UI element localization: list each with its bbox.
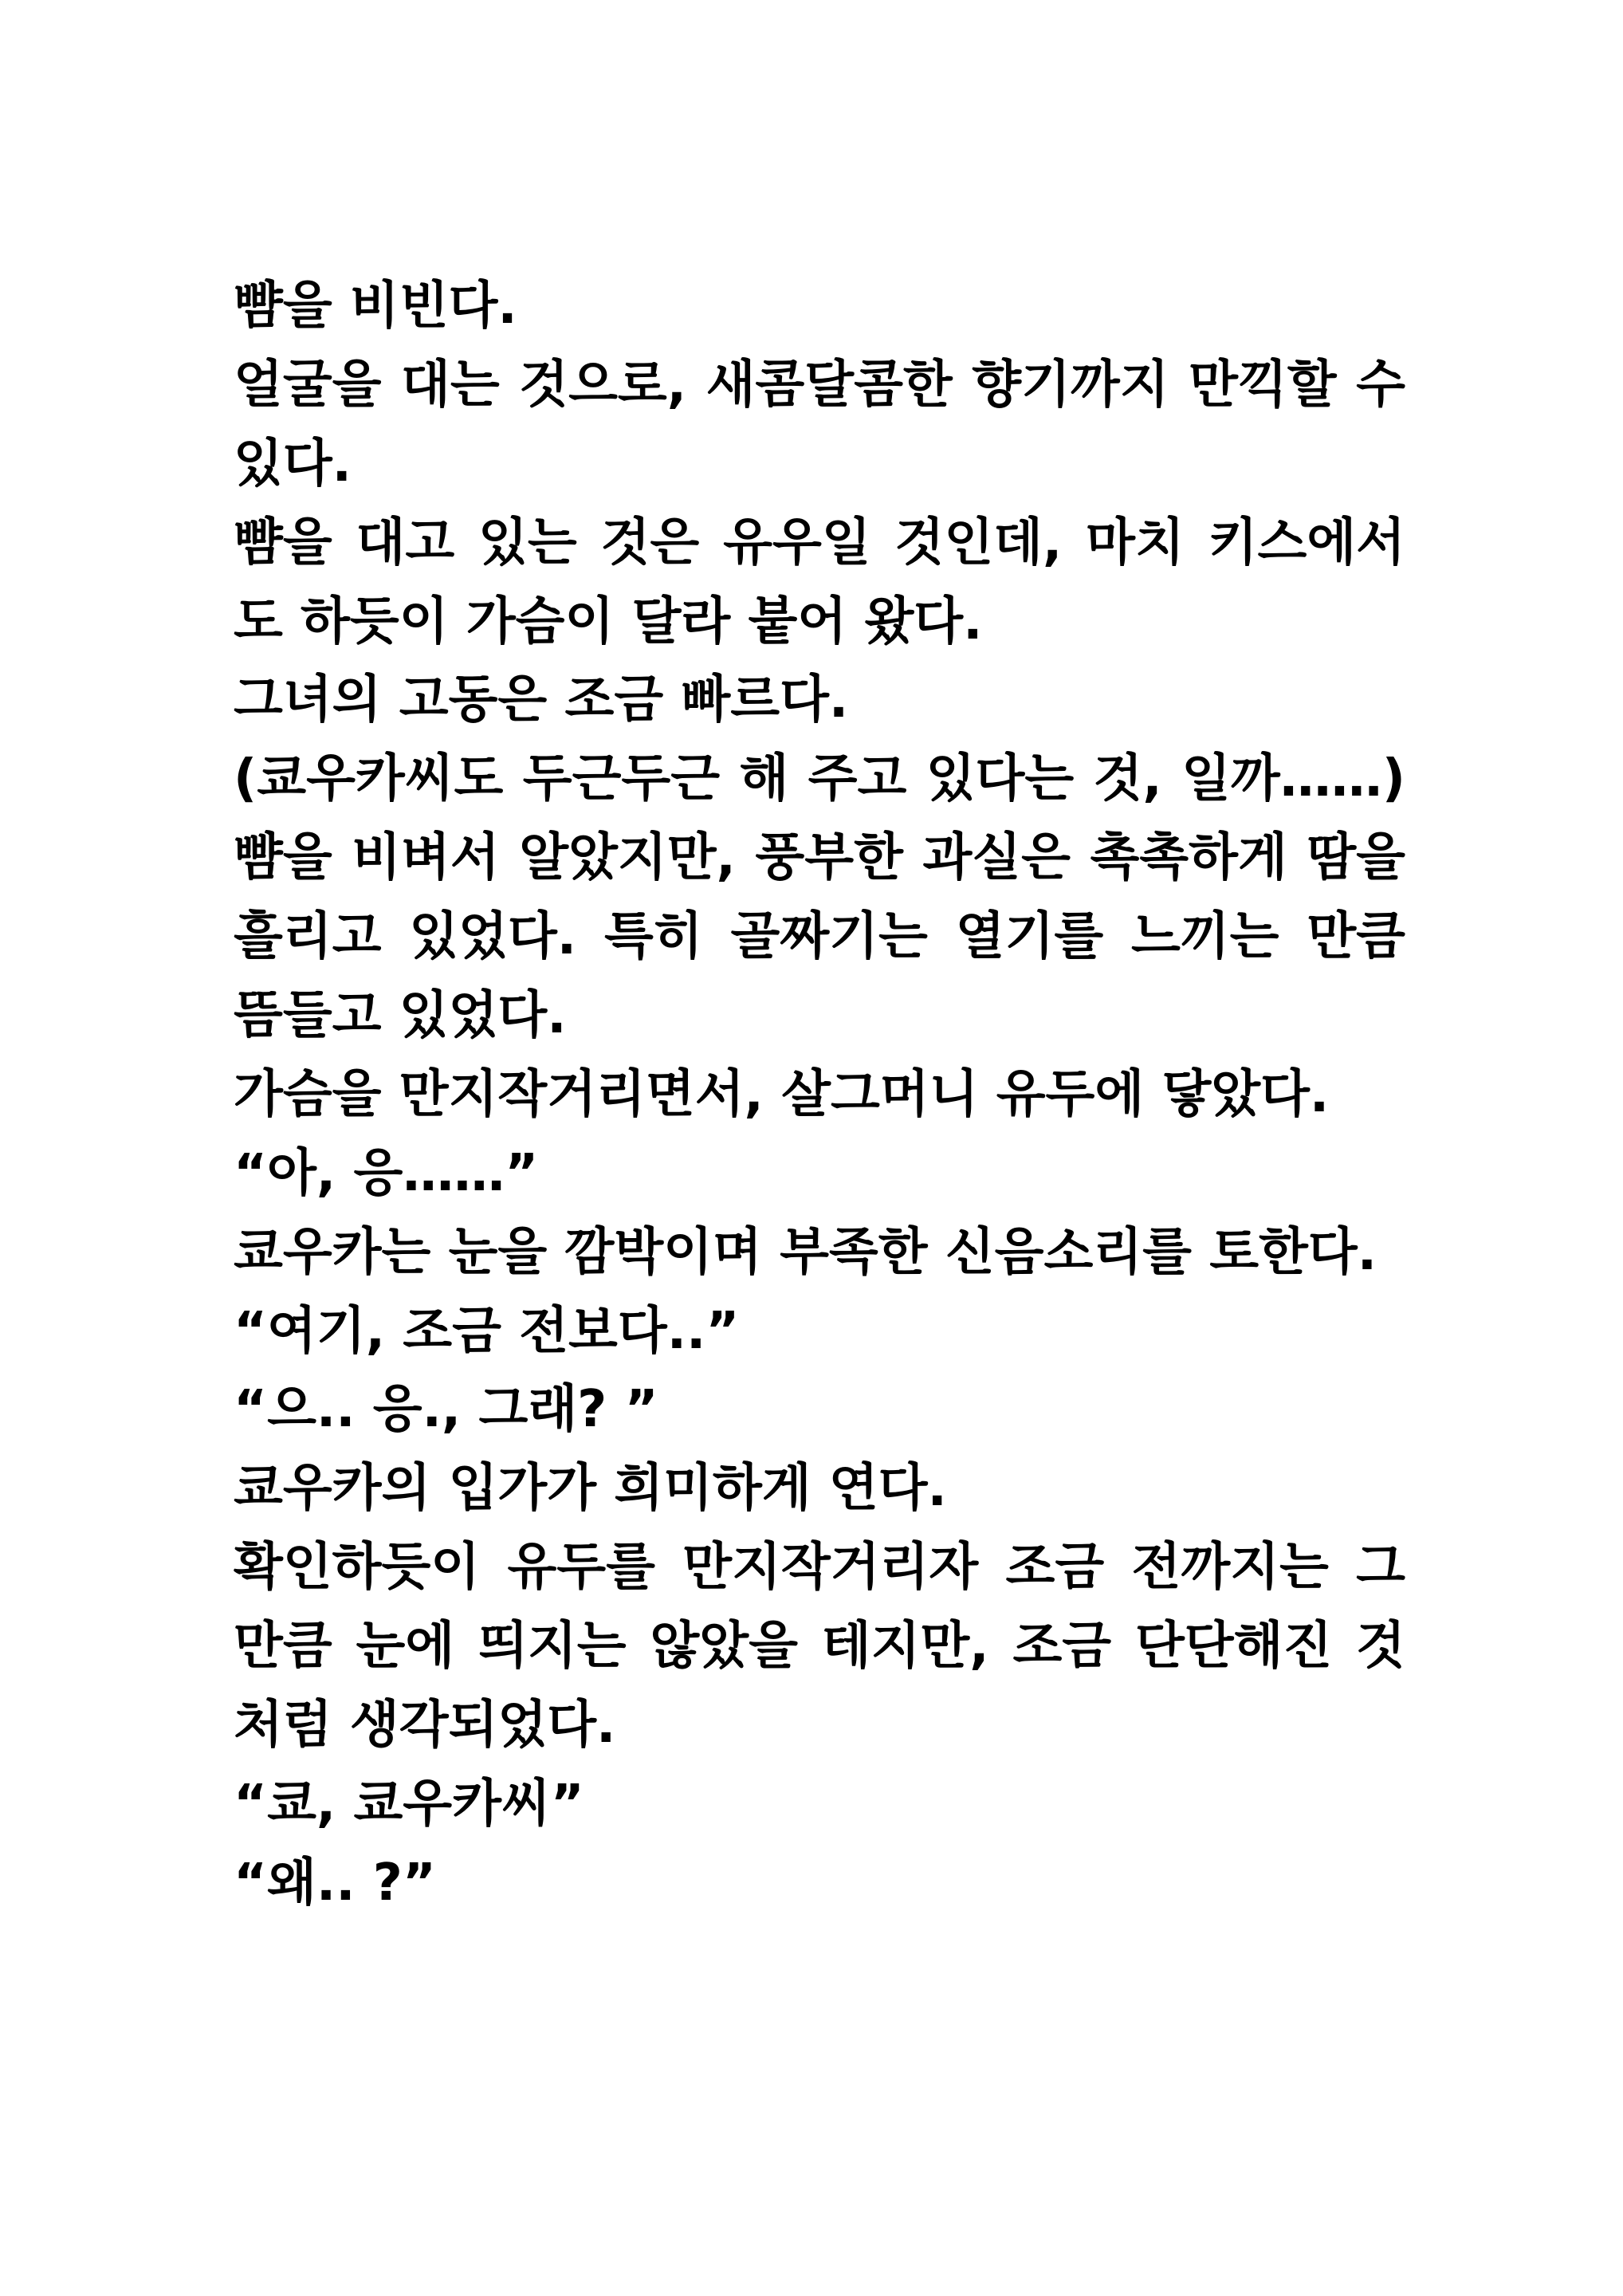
text-line: 확인하듯이 유두를 만지작거리자 조금 전까지는 그 [234,1538,1405,1598]
text-line: 쿄우카의 입가가 희미하게 연다. [234,1459,947,1519]
text-line: 흘리고 있었다. 특히 골짜기는 열기를 느끼는 만큼 [234,907,1405,967]
document-body [234,267,1405,1923]
text-line: 뺨을 비벼서 알았지만, 풍부한 과실은 촉촉하게 땀을 [234,828,1405,888]
text-line: 가슴을 만지작거리면서, 살그머니 유두에 닿았다. [234,1064,1330,1124]
text-line: “으.. 응., 그래? ” [234,1380,658,1440]
text-line: “왜.. ?” [234,1853,436,1913]
text-line: 있다. [234,434,352,493]
text-line: 처럼 생각되었다. [234,1696,616,1755]
text-line: “여기, 조금 전보다..” [234,1301,740,1361]
text-line: 도 하듯이 가슴이 달라 붙어 왔다. [234,592,983,651]
text-line: 뺨을 대고 있는 것은 유우일 것인데, 마치 키스에서 [234,513,1405,572]
text-line: 만큼 눈에 띄지는 않았을 테지만, 조금 단단해진 것 [234,1617,1405,1677]
text-line: 얼굴을 대는 것으로, 새콤달콤한 향기까지 만끽할 수 [234,355,1405,415]
text-line: 그녀의 고동은 조금 빠르다. [234,670,849,730]
text-line: 쿄우카는 눈을 깜박이며 부족한 신음소리를 토한다. [234,1222,1377,1282]
text-line: “쿄, 쿄우카씨” [234,1774,584,1834]
text-line: 뺨을 비빈다. [234,277,517,336]
text-line: “아, 응……” [234,1143,539,1203]
text-line: 뜸들고 있었다. [234,986,567,1046]
text-line: (쿄우카씨도 두근두근 해 주고 있다는 것, 일까……) [234,749,1405,809]
